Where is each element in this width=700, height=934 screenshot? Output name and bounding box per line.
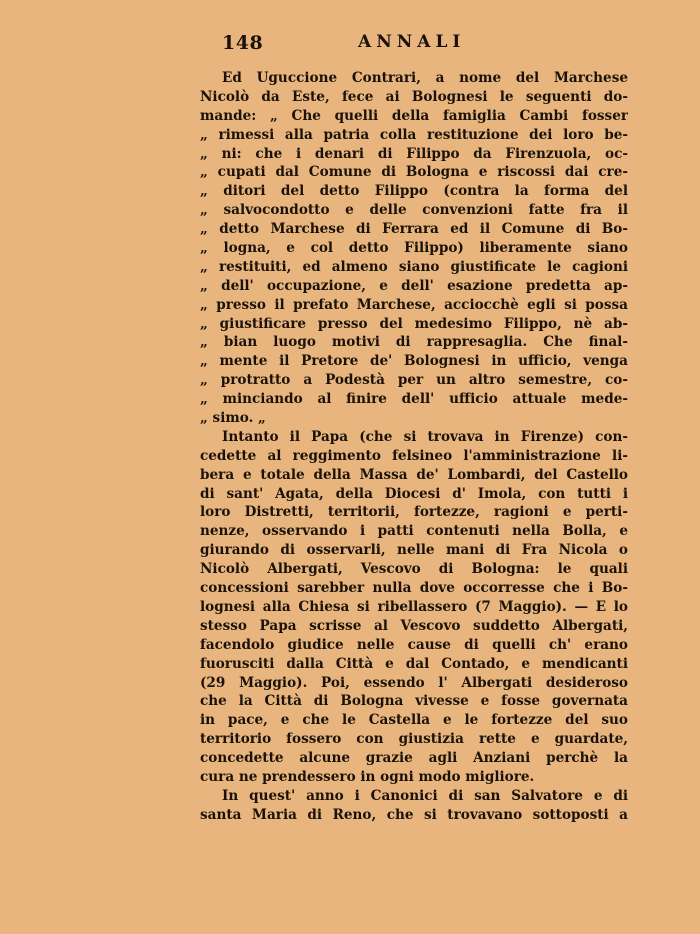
text-line: „ minciando al finire dell' ufficio attuale mede-	[200, 391, 628, 408]
text-line: (29 Maggio). Poi, essendo l' Albergati desideroso	[200, 674, 628, 691]
text-line: „ protratto a Podestà per un altro semestre, co-	[200, 372, 628, 389]
text-line: Nicolò Albergati, Vescovo di Bologna: le quali	[200, 561, 628, 578]
text-line: di sant' Agata, della Diocesi d' Imola, con tutti i	[200, 485, 628, 502]
text-line: „ ditori del detto Filippo (contra la forma del	[200, 183, 628, 200]
text-line: nenze, osservando i patti contenuti nella Bolla, e	[200, 523, 628, 540]
text-line: „ detto Marchese di Ferrara ed il Comune di Bo-	[200, 221, 628, 238]
text-line: mande: „ Che quelli della famiglia Cambi fosser	[200, 107, 628, 124]
text-line: cedette al reggimento felsineo l'amministrazione li-	[200, 447, 628, 464]
text-line: „ rimessi alla patria colla restituzione dei loro be-	[200, 126, 628, 143]
body-text	[200, 69, 628, 825]
text-line: santa Maria di Reno, che si trovavano sottoposti a	[200, 806, 628, 823]
text-line: bera e totale della Massa de' Lombardi, del Castello	[200, 466, 628, 483]
text-line: „ presso il prefato Marchese, acciocchè egli si possa	[200, 296, 628, 313]
text-line: „ cupati dal Comune di Bologna e riscossi dai cre-	[200, 164, 628, 181]
text-line: „ dell' occupazione, e dell' esazione predetta ap-	[200, 277, 628, 294]
text-line: territorio fossero con giustizia rette e guardate,	[200, 731, 628, 748]
text-line: „ salvocondotto e delle convenzioni fatte fra il	[200, 202, 628, 219]
running-title: ANNALI	[358, 32, 466, 52]
text-line: „ mente il Pretore de' Bolognesi in ufficio, venga	[200, 353, 628, 370]
text-line: Ed Uguccione Contrari, a nome del Marchese	[222, 70, 628, 86]
text-line: concessioni sarebber nulla dove occorresse che i Bo-	[200, 580, 628, 597]
text-line: Intanto il Papa (che si trovava in Firenze) con-	[222, 428, 628, 445]
page-number: 148	[222, 32, 264, 54]
text-line: giurando di osservarli, nelle mani di Fra Nicola o	[200, 542, 628, 559]
text-line: loro Distretti, territorii, fortezze, ragioni e perti-	[200, 504, 628, 521]
text-line: concedette alcune grazie agli Anziani perchè la	[200, 750, 628, 767]
text-line: in pace, e che le Castella e le fortezze del suo	[200, 712, 628, 729]
text-line: „ giustificare presso del medesimo Filippo, nè ab-	[200, 315, 628, 332]
page-header	[222, 32, 472, 58]
text-line: cura ne prendessero in ogni modo migliore.	[200, 768, 535, 785]
text-line: fuorusciti dalla Città e dal Contado, e mendicanti	[200, 655, 628, 672]
text-line: „ restituiti, ed almeno siano giustificate le cagioni	[200, 258, 628, 275]
text-line: „ ni: che i denari di Filippo da Firenzuola, oc-	[200, 145, 628, 162]
text-line: che la Città di Bologna vivesse e fosse governata	[200, 693, 628, 710]
text-line: „ logna, e col detto Filippo) liberamente siano	[200, 240, 628, 257]
text-line: „ simo. „	[200, 410, 266, 427]
text-line: facendolo giudice nelle cause di quelli ch' erano	[200, 636, 628, 653]
text-line: Nicolò da Este, fece ai Bolognesi le seguenti do-	[200, 88, 628, 105]
text-line: stesso Papa scrisse al Vescovo suddetto Albergati,	[200, 617, 628, 634]
text-line: „ bian luogo motivi di rappresaglia. Che final-	[200, 334, 628, 351]
text-line: In quest' anno i Canonici di san Salvatore e di	[222, 787, 628, 804]
text-line: lognesi alla Chiesa si ribellassero (7 Maggio). — E lo	[200, 598, 628, 615]
